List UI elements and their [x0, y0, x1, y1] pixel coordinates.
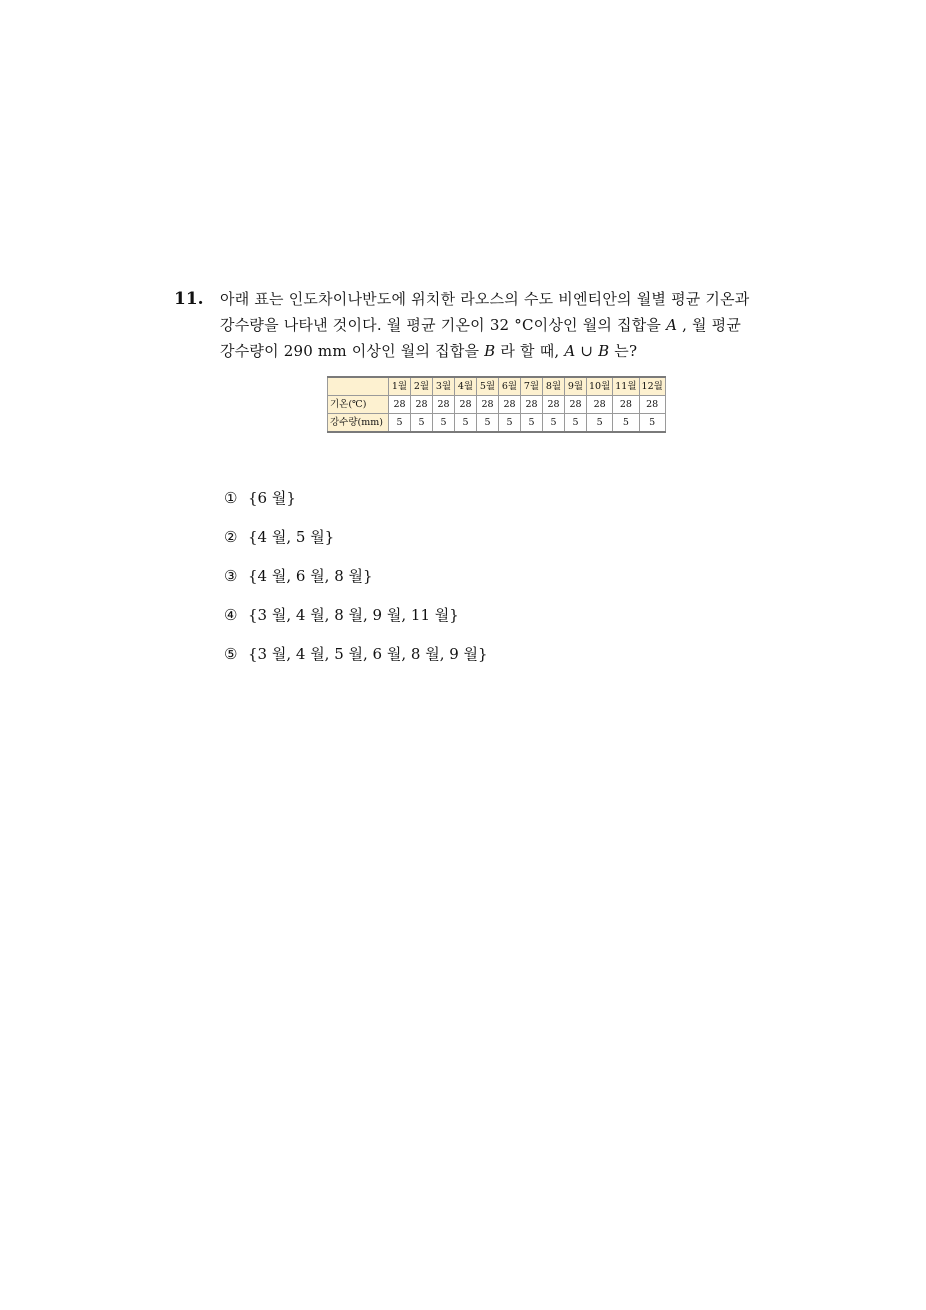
choice-2[interactable]	[224, 517, 488, 556]
table-cell: 5	[565, 414, 587, 433]
table-cell: 28	[433, 396, 455, 414]
table-cell: 28	[587, 396, 613, 414]
choice-1[interactable]	[224, 478, 488, 517]
month-header: 12월	[639, 377, 665, 396]
table-cell: 5	[543, 414, 565, 433]
question-text-segment: 라 할 때,	[495, 342, 565, 360]
table-cell: 5	[521, 414, 543, 433]
table-cell: 28	[499, 396, 521, 414]
table-cell: 28	[389, 396, 411, 414]
table-cell: 28	[543, 396, 565, 414]
set-b-symbol: B	[484, 342, 496, 360]
question-number: 11.	[174, 289, 204, 309]
table-cell: 28	[565, 396, 587, 414]
table-row-temperature	[328, 396, 666, 414]
month-header: 5월	[477, 377, 499, 396]
question-text-segment: 강수량을 나타낸 것이다. 월 평균 기온이 32 °C이상인 월의 집합을	[220, 316, 667, 334]
table-cell: 28	[477, 396, 499, 414]
question-text-segment: 아래 표는 인도차이나반도에 위치한 라오스의 수도 비엔티안의 월별 평균 기온과	[220, 290, 750, 308]
table-cell: 5	[477, 414, 499, 433]
table-cell: 28	[613, 396, 639, 414]
union-symbol: ∪	[575, 342, 599, 360]
table-corner-cell	[328, 377, 389, 396]
month-header: 9월	[565, 377, 587, 396]
month-header: 8월	[543, 377, 565, 396]
climate-table	[327, 376, 666, 433]
set-a-symbol: A	[666, 316, 678, 334]
choice-marker: ③	[224, 566, 238, 585]
choice-marker: ②	[224, 527, 238, 546]
choice-marker: ④	[224, 605, 238, 624]
table-cell: 28	[639, 396, 665, 414]
choice-3[interactable]	[224, 556, 488, 595]
choice-text: {6 월}	[248, 489, 296, 507]
question-text-segment: 는?	[609, 342, 638, 360]
table-cell: 28	[455, 396, 477, 414]
row-label-precipitation: 강수량(mm)	[328, 414, 389, 433]
choice-4[interactable]	[224, 595, 488, 634]
choice-marker: ①	[224, 488, 238, 507]
table-cell: 28	[521, 396, 543, 414]
question-text-segment: , 월 평균	[677, 316, 742, 334]
table-cell: 5	[639, 414, 665, 433]
choice-text: {4 월, 5 월}	[248, 528, 335, 546]
month-header: 7월	[521, 377, 543, 396]
choice-text: {4 월, 6 월, 8 월}	[248, 567, 373, 585]
month-header: 11월	[613, 377, 639, 396]
set-b-symbol: B	[598, 342, 610, 360]
question-line-1	[220, 286, 760, 312]
set-a-symbol: A	[564, 342, 576, 360]
table-cell: 5	[433, 414, 455, 433]
month-header: 10월	[587, 377, 613, 396]
row-label-temperature: 기온(℃)	[328, 396, 389, 414]
table-cell: 5	[455, 414, 477, 433]
month-header: 3월	[433, 377, 455, 396]
month-header: 6월	[499, 377, 521, 396]
table-cell: 5	[389, 414, 411, 433]
table-cell: 5	[411, 414, 433, 433]
choice-text: {3 월, 4 월, 8 월, 9 월, 11 월}	[248, 606, 459, 624]
choice-marker: ⑤	[224, 644, 238, 663]
table-cell: 5	[613, 414, 639, 433]
table-header-row	[328, 377, 666, 396]
table-cell: 5	[499, 414, 521, 433]
table-row-precipitation	[328, 414, 666, 433]
answer-choices	[224, 478, 488, 673]
choice-text: {3 월, 4 월, 5 월, 6 월, 8 월, 9 월}	[248, 645, 488, 663]
choice-5[interactable]	[224, 634, 488, 673]
question-text	[220, 286, 760, 364]
question-line-3	[220, 338, 760, 364]
table-cell: 5	[587, 414, 613, 433]
table-cell: 28	[411, 396, 433, 414]
month-header: 1월	[389, 377, 411, 396]
month-header: 2월	[411, 377, 433, 396]
month-header: 4월	[455, 377, 477, 396]
question-text-segment: 강수량이 290 mm 이상인 월의 집합을	[220, 342, 485, 360]
question-line-2	[220, 312, 760, 338]
